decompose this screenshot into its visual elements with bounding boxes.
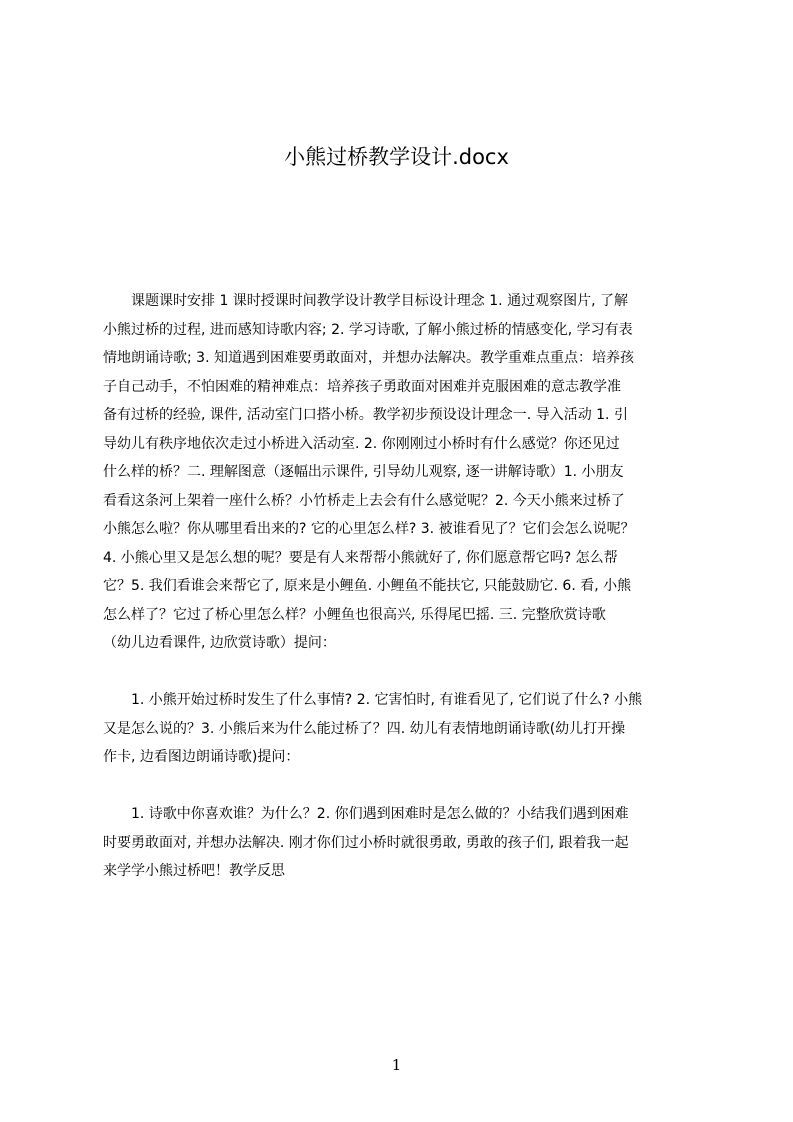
paragraph-line: 什么样的桥？二. 理解图意（逐幅出示课件, 引导幼儿观察, 逐一讲解诗歌）1. 小朋友 <box>103 464 624 480</box>
page-number: 1 <box>391 1056 402 1074</box>
paragraph-line: 子自己动手，不怕困难的精神难点：培养孩子勇敢面对困难并克服困难的意志教学准 <box>103 378 621 395</box>
paragraph-gap <box>103 658 700 687</box>
document-body <box>103 287 700 886</box>
paragraph-line: 导幼儿有秩序地依次走过小桥进入活动室. 2. 你刚刚过小桥时有什么感觉？你还见过 <box>103 435 620 452</box>
paragraph-line: 看看这条河上架着一座什么桥？小竹桥走上去会有什么感觉呢？2. 今天小熊来过桥了 <box>103 492 625 509</box>
paragraph-line: 时要勇敢面对, 并想办法解决. 刚才你们过小桥时就很勇敢, 勇敢的孩子们, 跟着我一起 <box>103 834 629 851</box>
paragraph <box>103 287 700 658</box>
paragraph <box>103 800 700 886</box>
paragraph-line: 又是怎么说的？3. 小熊后来为什么能过桥了？四. 幼儿有表情地朗诵诗歌(幼儿打开操 <box>103 720 626 737</box>
paragraph-line: 作卡, 边看图边朗诵诗歌)提问： <box>103 749 300 765</box>
paragraph-gap <box>103 772 700 801</box>
paragraph-line: 情地朗诵诗歌; 3. 知道遇到困难要勇敢面对，并想办法解决。教学重难点重点：培养孩 <box>103 350 634 366</box>
paragraph-line: 4. 小熊心里又是怎么想的呢？要是有人来帮帮小熊就好了, 你们愿意帮它吗? 怎么帮 <box>103 549 618 566</box>
paragraph-line: 1. 小熊开始过桥时发生了什么事情? 2. 它害怕时, 有谁看见了, 它们说了什么? 小熊 <box>131 692 643 708</box>
paragraph-line: 来学学小熊过桥吧！教学反思 <box>103 863 285 879</box>
paragraph-line: 它？5. 我们看谁会来帮它了, 原来是小鲤鱼. 小鲤鱼不能扶它, 只能鼓励它. 6. 看, 小熊 <box>103 578 632 594</box>
paragraph-line: 怎么样了？它过了桥心里怎么样？小鲤鱼也很高兴, 乐得尾巴摇. 三. 完整欣赏诗歌 <box>103 606 606 623</box>
paragraph-line: 小熊怎么啦？你从哪里看出来的? 它的心里怎么样? 3. 被谁看见了？它们会怎么说呢？ <box>103 521 635 537</box>
paragraph-line: 1. 诗歌中你喜欢谁？为什么？2. 你们遇到困难时是怎么做的？小结我们遇到困难 <box>131 806 629 822</box>
paragraph-line: （幼儿边看课件, 边欣赏诗歌）提问： <box>103 635 336 651</box>
paragraph <box>103 686 700 772</box>
paragraph-line: 小熊过桥的过程, 进而感知诗歌内容; 2. 学习诗歌, 了解小熊过桥的情感变化, 学习有表 <box>103 321 633 338</box>
document-title: 小熊过桥教学设计.docx <box>284 145 509 169</box>
paragraph-line: 备有过桥的经验, 课件, 活动室门口搭小桥。教学初步预设设计理念一. 导入活动 1. 引 <box>103 407 628 423</box>
paragraph-line: 课题课时安排 1 课时授课时间教学设计教学目标设计理念 1. 通过观察图片, 了解 <box>131 293 628 309</box>
